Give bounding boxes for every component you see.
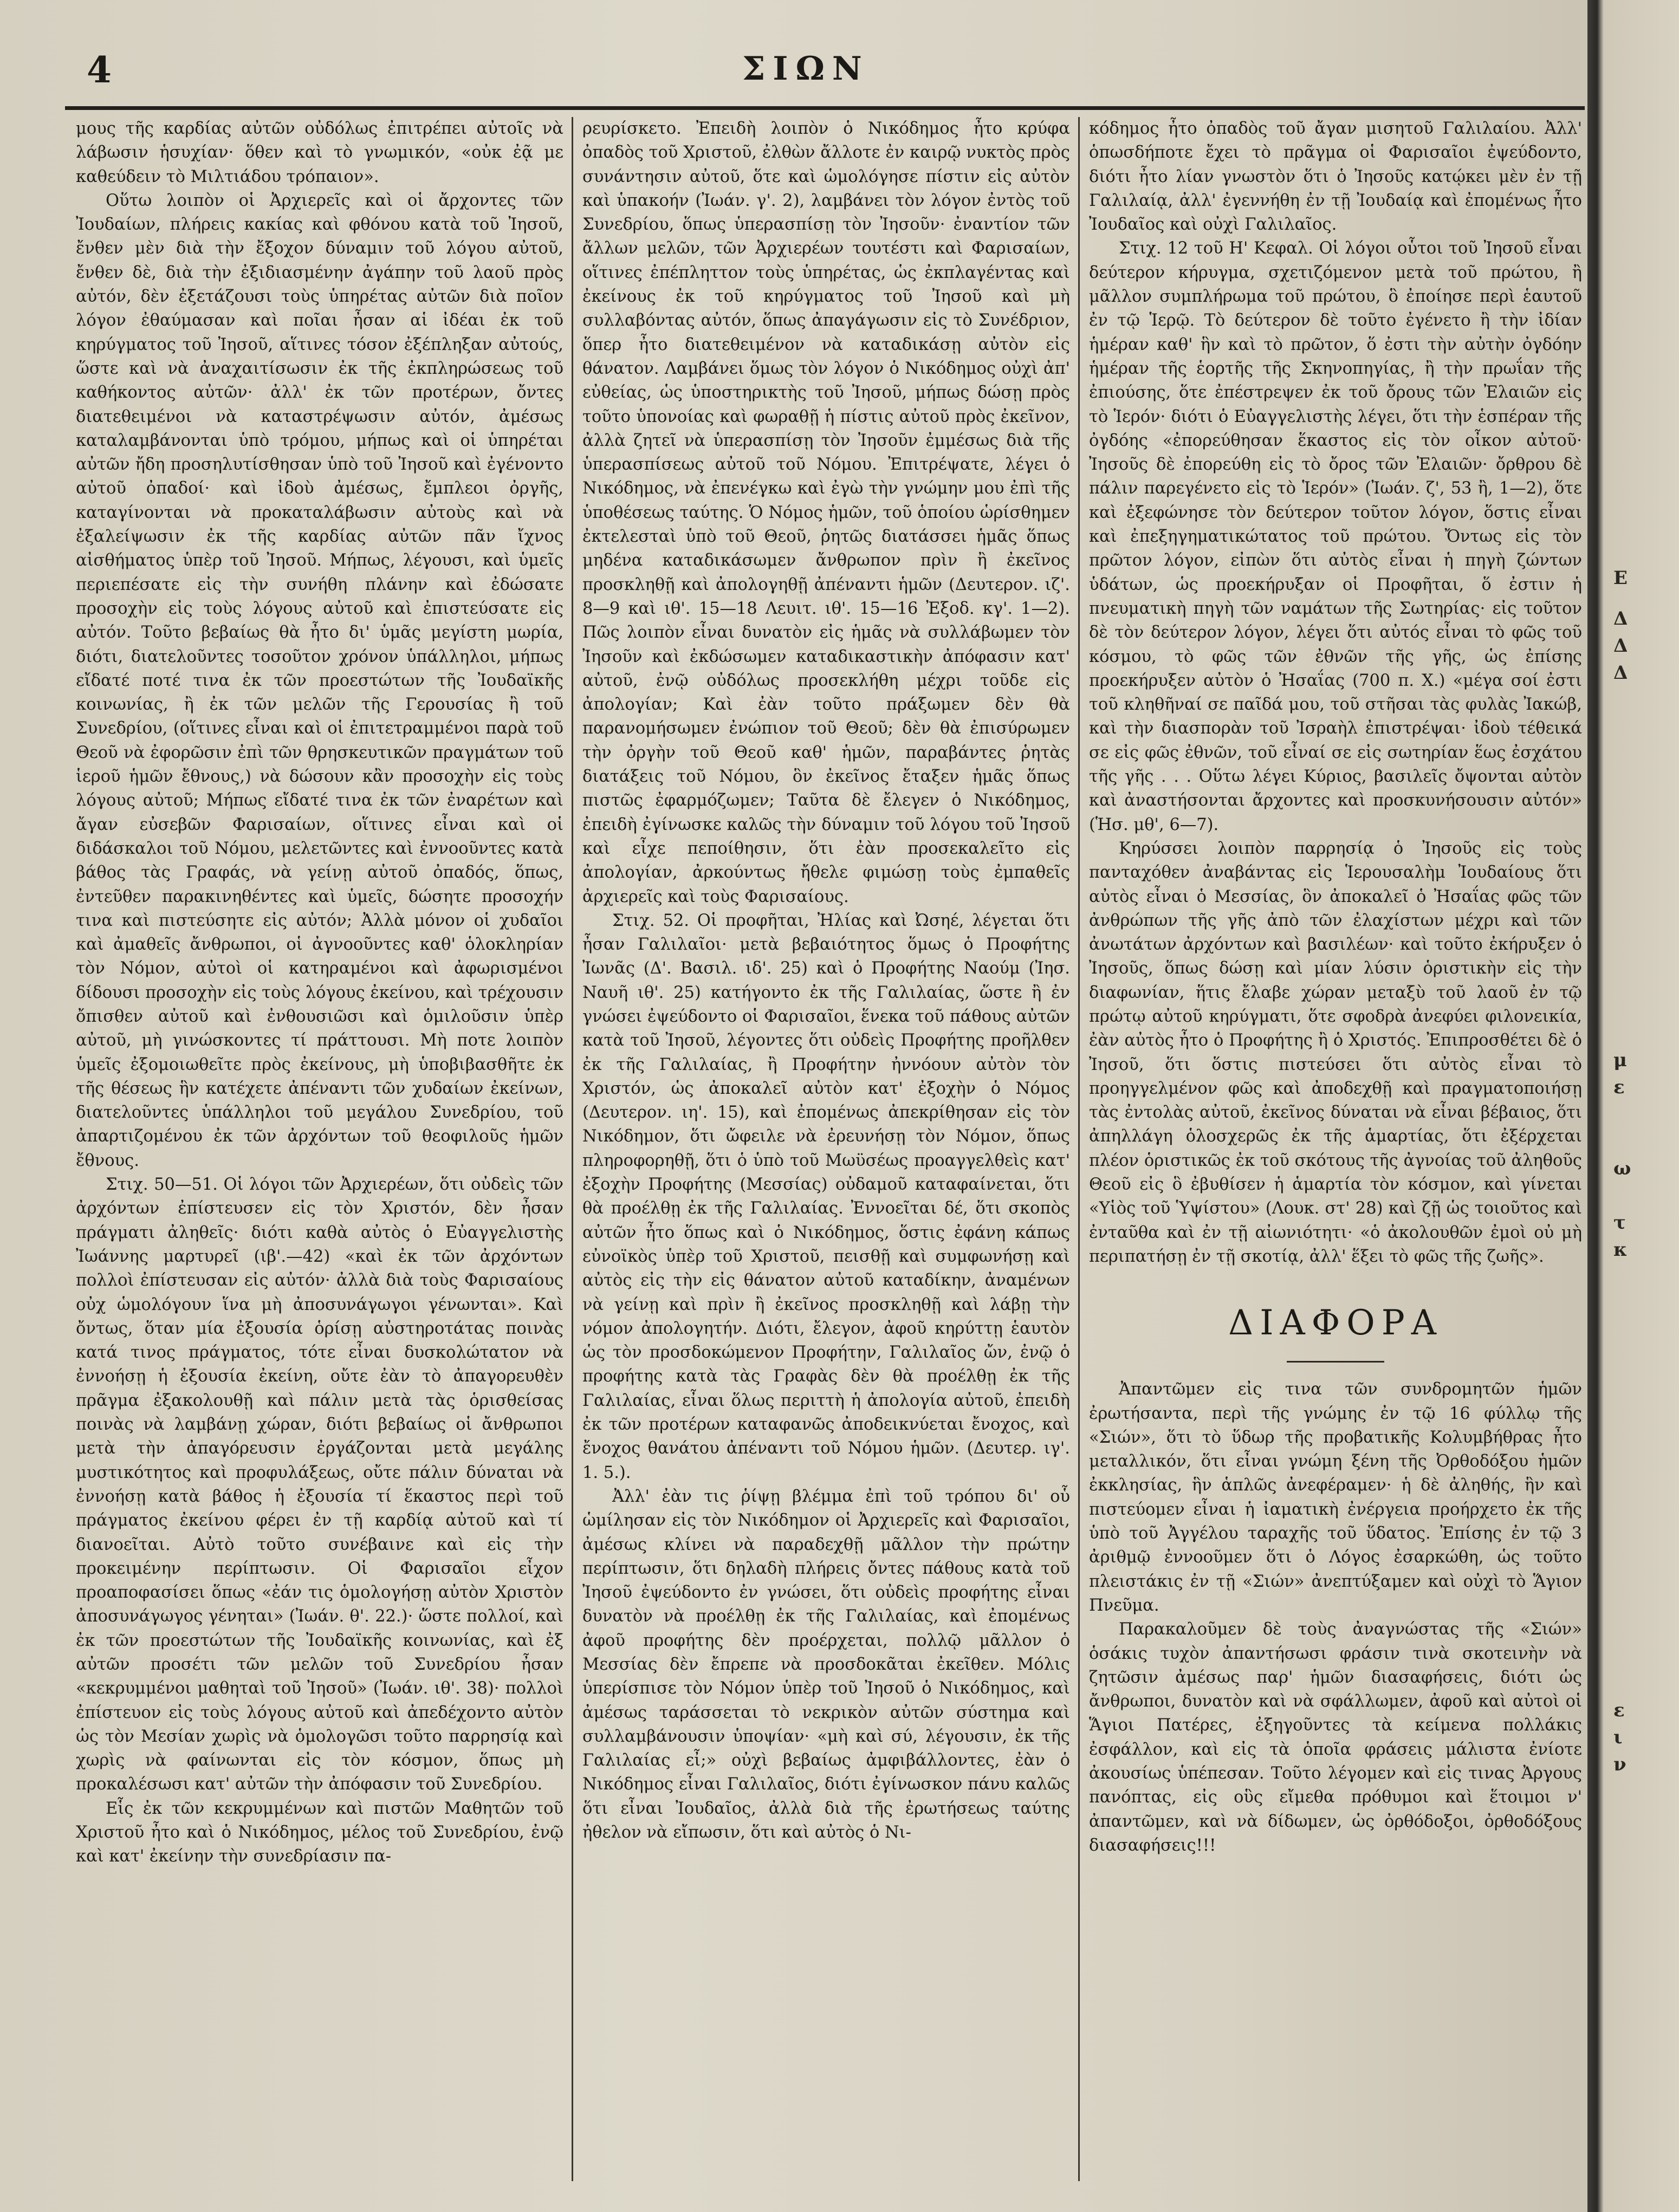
column-1: [76, 117, 563, 2181]
adjacent-fragment: κ: [1613, 1239, 1628, 1261]
paragraph: ρευρίσκετο. Ἐπειδὴ λοιπὸν ὁ Νικόδημος ἦτο κρύφα ὀπαδὸς τοῦ Χριστοῦ, ἐλθὼν ἄλλοτε ἐν καιρῷ νυκτὸς πρὸς συνάντησιν αὐτοῦ, ὅτε καὶ ὡμολόγησε πίστιν εἰς αὐτὸν καὶ ὑπακοήν (Ἰωάν. γ'. 2), λαμβάνει τὸν λόγον ἐντὸς τοῦ Συνεδρίου, ὅπως ὑπερασπίσῃ τὸν Ἰησοῦν· ἐναντίον τῶν ἄλλων μελῶν, τῶν Ἀρχιερέων τουτέστι καὶ Φαρισαίων, οἵτινες ἐπέπληττον τοὺς ὑπηρέτας, ὡς ἐκπλαγέντας καὶ ἐκείνους ἐκ τοῦ κηρύγματος τοῦ Ἰησοῦ καὶ μὴ συλλαβόντας αὐτόν, ὅπως ἀπαγάγωσιν εἰς τὸ Συνέδριον, ὅπερ ἦτο διατεθειμένον νὰ καταδικάσῃ αὐτὸν εἰς θάνατον. Λαμβάνει ὅμως τὸν λόγον ὁ Νικόδημος οὐχὶ ἀπ' εὐθείας, ὡς ὑποστηρικτὴς τοῦ Ἰησοῦ, μήπως δώσῃ πρὸς τοῦτο ὑπονοίας καὶ φωραθῇ ἡ πίστις αὐτοῦ πρὸς ἐκεῖνον, ἀλλὰ ζητεῖ νὰ ὑπερασπίσῃ τὸν Ἰησοῦν ἐμμέσως διὰ τῆς ὑπερασπίσεως αὐτοῦ τοῦ Νόμου. Ἐπιτρέψατε, λέγει ὁ Νικόδημος, νὰ ἐπενέγκω καὶ ἐγὼ τὴν γνώμην μου ἐπὶ τῆς ὑποθέσεως ταύτης. Ὁ Νόμος ἡμῶν, τοῦ ὁποίου ὡρίσθημεν ἐκτελεσταὶ ὑπὸ τοῦ Θεοῦ, ῥητῶς διατάσσει ἡμᾶς ὅπως μηδένα καταδικάσωμεν ἄνθρωπον πρὶν ἢ ἐκεῖνος προσκληθῇ καὶ ἀπολογηθῇ ἀπέναντι ἡμῶν (Δευτερον. ιζ'. 8—9 καὶ ιθ'. 15—18 Λευιτ. ιθ'. 15—16 Ἐξοδ. κγ'. 1—2). Πῶς λοιπὸν εἶναι δυνατὸν εἰς ἡμᾶς νὰ συλλάβωμεν τὸν Ἰησοῦν καὶ ἐκδώσωμεν καταδικαστικὴν ἀπόφασιν κατ' αὐτοῦ, ἐνῷ οὐδόλως προσεκλήθη μέχρι τοῦδε εἰς ἀπολογίαν; Καὶ ἐὰν τοῦτο πράξωμεν δὲν θὰ παρανομήσωμεν ἐνώπιον τοῦ Θεοῦ; δὲν θὰ ἐπισύρωμεν τὴν ὀργὴν τοῦ Θεοῦ καθ' ἡμῶν, παραβάντες ῥητὰς διατάξεις τοῦ Νόμου, ὃν ἐκεῖνος ἔταξεν ἡμᾶς ὅπως πιστῶς ἐφαρμόζωμεν; Ταῦτα δὲ ἔλεγεν ὁ Νικόδημος, ἐπειδὴ ἐγίνωσκε καλῶς τὴν δύναμιν τοῦ λόγου τοῦ Ἰησοῦ καὶ εἶχε πεποίθησιν, ὅτι ἐὰν προσεκαλεῖτο εἰς ἀπολογίαν, ἀρκούντως ἤθελε φιμώσῃ τοὺς ἐμπαθεῖς ἀρχιερεῖς καὶ τοὺς Φαρισαίους.: [582, 119, 1070, 906]
adjacent-fragment: ε: [1613, 1076, 1625, 1098]
paragraph: Ἀλλ' ἐὰν τις ῥίψῃ βλέμμα ἐπὶ τοῦ τρόπου δι' οὗ ὡμίλησαν εἰς τὸν Νικόδημον οἱ Ἀρχιερεῖς καὶ Φαρισαῖοι, ἀμέσως κλίνει νὰ παραδεχθῇ μᾶλλον τὴν πρώτην περίπτωσιν, ὅτι δηλαδὴ πλήρεις ὄντες πάθους κατὰ τοῦ Ἰησοῦ ἐψεύδοντο ἐν γνώσει, ὅτι οὐδεὶς προφήτης εἶναι δυνατὸν νὰ προέλθῃ ἐκ τῆς Γαλιλαίας, καὶ ἐπομένως ἀφοῦ προφήτης δὲν προέρχεται, πολλῷ μᾶλλον ὁ Μεσσίας δὲν ἔπρεπε νὰ προσδοκᾶται ἐκεῖθεν. Μόλις ὑπερίσπισε τὸν Νόμον ὑπὲρ τοῦ Ἰησοῦ ὁ Νικόδημος, καὶ ἀμέσως ταράσσεται τὸ νεκρικὸν αὐτῶν σύστημα καὶ συλλαμβάνουσιν ὑποψίαν· «μὴ καὶ σύ, λέγουσιν, ἐκ τῆς Γαλιλαίας εἶ;» οὐχὶ βεβαίως ἀμφιβάλλοντες, ἐὰν ὁ Νικόδημος εἶναι Γαλιλαῖος, διότι ἐγίνωσκον πάνυ καλῶς ὅτι εἶναι Ἰουδαῖος, ἀλλὰ διὰ τῆς ἐρωτήσεως ταύτης ἠθελον νὰ εἴπωσιν, ὅτι καὶ αὐτὸς ὁ Νι-: [582, 1487, 1070, 1843]
page-number: 4: [87, 49, 112, 91]
paragraph: μους τῆς καρδίας αὐτῶν οὐδόλως ἐπιτρέπει αὐτοῖς νὰ λάβωσιν ἡσυχίαν· ὅθεν καὶ τὸ γνωμικόν, «οὐκ ἐᾷ με καθεύδειν τὸ Μιλτιάδου τρόπαιον».: [76, 119, 563, 186]
section-rule: [1287, 1361, 1384, 1363]
paragraph: Στιχ. 50—51. Οἱ λόγοι τῶν Ἀρχιερέων, ὅτι οὐδεὶς τῶν ἀρχόντων ἐπίστευσεν εἰς τὸν Χριστόν, δὲν ἦσαν πράγματι ἀληθεῖς· διότι καθὰ αὐτὸς ὁ Εὐαγγελιστὴς Ἰωάννης μαρτυρεῖ (ιβ'.—42) «καὶ ἐκ τῶν ἀρχόντων πολλοὶ ἐπίστευσαν εἰς αὐτόν· ἀλλὰ διὰ τοὺς Φαρισαίους οὐχ ὡμολόγουν ἵνα μὴ ἀποσυνάγωγοι γένωνται». Καὶ ὄντως, ὅταν μία ἐξουσία ὁρίσῃ αὐστηροτάτας ποινὰς κατά τινος πράγματος, τότε εἶναι δυσκολώτατον νὰ ἐννοήσῃ ἡ ἐξουσία ἐκείνη, οὔτε ἐὰν τὸ ἀπαγορευθὲν πρᾶγμα ἐξακολουθῇ καὶ πάλιν μετὰ τὰς ὁρισθείσας ποινὰς νὰ λαμβάνῃ χώραν, διότι βεβαίως οἱ ἄνθρωποι μετὰ τὴν ἀπαγόρευσιν ἐργάζονται μετὰ μεγάλης μυστικότητος καὶ προφυλάξεως, οὔτε πάλιν δύναται νὰ ἐννοήσῃ κατὰ βάθος ἡ ἐξουσία τί ἕκαστος περὶ τοῦ πράγματος ἐκείνου φέρει ἐν τῇ καρδίᾳ αὐτοῦ καὶ τί διανοεῖται. Αὐτὸ τοῦτο συνέβαινε καὶ εἰς τὴν προκειμένην περίπτωσιν. Οἱ Φαρισαῖοι εἶχον προαποφασίσει ὅπως «ἐάν τις ὁμολογήσῃ αὐτὸν Χριστὸν ἀποσυνάγωγος γένηται» (Ἰωάν. θ'. 22.)· ὥστε πολλοί, καὶ ἐκ τῶν προεστώτων τῆς Ἰουδαϊκῆς κοινωνίας, καὶ ἐξ αὐτῶν προσέτι τῶν μελῶν τοῦ Συνεδρίου ἦσαν «κεκρυμμένοι μαθηταὶ τοῦ Ἰησοῦ» (Ἰωάν. ιθ'. 38)· πολλοὶ ἐπίστευον εἰς τοὺς λόγους αὐτοῦ καὶ ἀπεδέχοντο αὐτὸν ὡς τὸν Μεσίαν χωρὶς νὰ ὁμολογῶσι τοῦτο παρρησίᾳ καὶ χωρὶς νὰ φαίνωνται εἰς τὸν κόσμον, ὅπως μὴ προκαλέσωσι κατ' αὐτῶν τὴν ἀπόφασιν τοῦ Συνεδρίου.: [76, 1175, 563, 1794]
page-header: [70, 43, 1582, 108]
paragraph: Στιχ. 12 τοῦ Η' Κεφαλ. Οἱ λόγοι οὗτοι τοῦ Ἰησοῦ εἶναι δεύτερον κήρυγμα, σχετιζόμενον μετὰ τοῦ πρώτου, ἢ μᾶλλον συμπλήρωμα τοῦ πρώτου, ὃ ἐποίησε περὶ ἑαυτοῦ ἐν τῷ Ἱερῷ. Τὸ δεύτερον δὲ τοῦτο ἐγένετο ἢ τὴν ἰδίαν ἡμέραν καθ' ἣν καὶ τὸ πρῶτον, ὅ ἐστι τὴν αὐτὴν ὀγδόην ἡμέραν τῆς ἑορτῆς τῆς Σκηνοπηγίας, ἢ τὴν πρωΐαν τῆς ἐπιούσης, ὅτε ἐπέστρεψεν ἐκ τοῦ ὄρους τῶν Ἐλαιῶν εἰς τὸ Ἱερόν· διότι ὁ Εὐαγγελιστὴς λέγει, ὅτι τὴν ἑσπέραν τῆς ὀγδόης «ἐπορεύθησαν ἕκαστος εἰς τὸν οἶκον αὐτοῦ· Ἰησοῦς δὲ ἐπορεύθη εἰς τὸ ὄρος τῶν Ἐλαιῶν· ὄρθρου δὲ πάλιν παρεγένετο εἰς τὸ Ἱερόν» (Ἰωάν. ζ', 53 ἢ, 1—2), ὅτε καὶ ἐξεφώνησε τὸν δεύτερον τοῦτον λόγον, ὅστις εἶναι καὶ ἐπεξηγηματικώτατος τοῦ πρώτου. Ὄντως εἰς τὸν πρῶτον λόγον, εἰπὼν ὅτι αὐτὸς εἶναι ἡ πηγὴ ζώντων ὑδάτων, ὡς προεκήρυξαν οἱ Προφῆται, ὅ ἐστιν ἡ πνευματικὴ πηγὴ τῶν ναμάτων τῆς Σωτηρίας· εἰς τοῦτον δὲ τὸν δεύτερον λόγον, λέγει ὅτι αὐτός εἶναι τὸ φῶς τοῦ κόσμου, τὸ φῶς τῶν ἐθνῶν τῆς γῆς, ὡς ἐπίσης προεκήρυξεν αὐτὸν ὁ Ἠσαΐας (700 π. Χ.) «μέγα σοί ἐστι τοῦ κληθῆναί σε παῖδά μου, τοῦ στῆσαι τὰς φυλὰς Ἰακώβ, καὶ τὴν διασπορὰν τοῦ Ἰσραὴλ ἐπιστρέψαι· ἰδοὺ τέθεικά σε εἰς φῶς ἐθνῶν, τοῦ εἶναί σε εἰς σωτηρίαν ἕως ἐσχάτου τῆς γῆς . . . Οὕτω λέγει Κύριος, βασιλεῖς ὄψονται αὐτὸν καὶ ἀναστήσονται ἄρχοντες καὶ προσκυνήσουσιν αὐτόν» (Ἡσ. μθ', 6—7).: [1089, 239, 1582, 834]
paragraph: Ἀπαντῶμεν εἰς τινα τῶν συνδρομητῶν ἡμῶν ἐρωτήσαντα, περὶ τῆς γνώμης ἐν τῷ 16 φύλλῳ τῆς «Σιών», ὅτι τὸ ὕδωρ τῆς προβατικῆς Κολυμβήθρας ἦτο μεταλλικόν, ὅτι εἶναι γνώμη ξένη τῆς Ὀρθοδόξου ἡμῶν ἐκκλησίας, ἣν ἁπλῶς ἀνεφέραμεν· ἡ δὲ ἀληθής, ἣν καὶ πιστεύομεν εἶναι ἡ ἰαματικὴ ἐνέργεια προήρχετο ἐκ τῆς ὑπὸ τοῦ Ἀγγέλου ταραχῆς τοῦ ὕδατος. Ἐπίσης ἐν τῷ 3 ἀριθμῷ ἐννοοῦμεν ὅτι ὁ Λόγος ἐσαρκώθη, ὡς τοῦτο πλειστάκις ἐν τῇ «Σιών» ἀνεπτύξαμεν καὶ οὐχὶ τὸ Ἅγιον Πνεῦμα.: [1089, 1380, 1582, 1615]
paragraph: Οὕτω λοιπὸν οἱ Ἀρχιερεῖς καὶ οἱ ἄρχοντες τῶν Ἰουδαίων, πλήρεις κακίας καὶ φθόνου κατὰ τοῦ Ἰησοῦ, ἔνθεν μὲν διὰ τὴν ἔξοχον δύναμιν τοῦ λόγου αὐτοῦ, ἔνθεν δὲ, διὰ τὴν ἐξιδιασμένην ἀγάπην τοῦ λαοῦ πρὸς αὐτόν, δὲν ἐξετάζουσι τοὺς ὑπηρέτας αὐτῶν διὰ ποῖον λόγον ἐθαύμασαν καὶ ποῖαι ἦσαν αἱ ἰδέαι ἐκ τοῦ κηρύγματος τοῦ Ἰησοῦ, αἵτινες τόσον ἐξέπληξαν αὐτούς, ὥστε καὶ νὰ ἀναχαιτίσωσιν ἐκ τῆς ἐκπληρώσεως τοῦ καθήκοντος αὐτῶν· ἀλλ' ἐκ τῶν προτέρων, ὄντες διατεθειμένοι νὰ καταστρέψωσιν αὐτόν, ἀμέσως καταλαμβάνονται ὑπὸ τρόμου, μήπως καὶ οἱ ὑπηρέται αὐτῶν ἤδη προσηλυτίσθησαν ὑπὸ τοῦ Ἰησοῦ καὶ ἐγένοντο αὐτοῦ ὀπαδοί· καὶ ἰδοὺ ἀμέσως, ἔμπλεοι ὀργῆς, καταγίνονται νὰ προκαταλάβωσιν αὐτοὺς καὶ νὰ ἐξαλείψωσιν ἐκ τῆς καρδίας αὐτῶν πᾶν ἴχνος αἰσθήματος ὑπὲρ τοῦ Ἰησοῦ. Μήπως, λέγουσι, καὶ ὑμεῖς περιεπέσατε εἰς τὴν συνήθη πλάνην καὶ ἐδώσατε προσοχὴν εἰς τοὺς λόγους αὐτοῦ καὶ ἐπιστεύσατε εἰς αὐτόν. Τοῦτο βεβαίως θὰ ἦτο δι' ὑμᾶς μεγίστη μωρία, διότι, διατελοῦντες τοσοῦτον χρόνον ὑπάλληλοι, μήπως εἴδατέ ποτέ τινα ἐκ τῶν προεστώτων τῆς Ἰουδαϊκῆς κοινωνίας, ἢ ἐκ τῶν μελῶν τῆς Γερουσίας ἢ τοῦ Συνεδρίου, (οἵτινες εἶναι καὶ οἱ ἐπιτετραμμένοι παρὰ τοῦ Θεοῦ νὰ ἐφορῶσιν ἐπὶ τῶν θρησκευτικῶν πραγμάτων τοῦ ἱεροῦ ἡμῶν ἔθνους,) νὰ δώσουν κἂν προσοχὴν εἰς τοὺς λόγους αὐτοῦ; Μήπως εἴδατέ τινα ἐκ τῶν ἐναρέτων καὶ ἄγαν εὐσεβῶν Φαρισαίων, οἵτινες εἶναι καὶ οἱ διδάσκαλοι τοῦ Νόμου, μελετῶντες καὶ ἐννοοῦντες κατὰ βάθος τὰς Γραφάς, νὰ γείνῃ αὐτοῦ ὀπαδός, ὅπως, ἐντεῦθεν παρακινηθέντες καὶ ὑμεῖς, δώσητε προσοχήν τινα καὶ πιστεύσητε εἰς αὐτόν; Ἀλλὰ μόνον οἱ χυδαῖοι καὶ ἀμαθεῖς ἄνθρωποι, οἱ ἀγνοοῦντες καθ' ὁλοκληρίαν τὸν Νόμον, αὐτοὶ οἱ κατηραμένοι καὶ ἀφωρισμένοι δίδουσι προσοχὴν εἰς τοὺς λόγους ἐκείνου, καὶ τρέχουσιν ὄπισθεν αὐτοῦ καὶ ἐνθουσιῶσι καὶ ὁμιλοῦσιν ὑπὲρ αὐτοῦ, μὴ γινώσκοντες τί πράττουσι. Μὴ ποτε λοιπὸν ὑμεῖς ἐξομοιωθεῖτε πρὸς ἐκείνους, μὴ ὑποβιβασθῆτε ἐκ τῆς θέσεως ἣν κατέχετε ἀπέναντι τῶν χυδαίων ἐκείνων, διατελοῦντες ὑπάλληλοι τοῦ μεγάλου Συνεδρίου, τοῦ ἀπαρτιζομένου ἐκ τῶν ἀρχόντων τοῦ θεοφιλοῦς ἡμῶν ἔθνους.: [76, 191, 563, 1170]
column-divider: [1078, 117, 1080, 2181]
adjacent-fragment: μ: [1613, 1049, 1627, 1071]
paragraph: Παρακαλοῦμεν δὲ τοὺς ἀναγνώστας τῆς «Σιών» ὁσάκις τυχὸν ἀπαντήσωσι φράσιν τινὰ σκοτεινὴν νὰ ζητῶσιν ἀμέσως παρ' ἡμῶν διασαφήσεις, διότι ὡς ἄνθρωποι, δυνατὸν καὶ νὰ σφάλλωμεν, ἀφοῦ καὶ αὐτοὶ οἱ Ἅγιοι Πατέρες, ἐξηγοῦντες τὰ κείμενα πολλάκις ἐσφάλλον, καὶ εἰς τὰ ὁποῖα φράσεις μάλιστα ἐνίοτε ἀκουσίως ὑπέπεσαν. Τοῦτο λέγομεν καὶ εἰς τινας Ἀργους πανόπτας, εἰς οὓς εἴμεθα πρόθυμοι καὶ ἕτοιμοι ν' ἀπαντῶμεν, καὶ νὰ δίδωμεν, ὡς ὀρθόδοξοι, ὀρθοδόξους διασαφήσεις!!!: [1089, 1620, 1582, 1855]
adjacent-fragment: ω: [1613, 1158, 1631, 1179]
masthead-title: ΣΙΩΝ: [742, 50, 870, 88]
adjacent-page-edge: [1587, 0, 1679, 2212]
adjacent-fragment: τ: [1613, 1212, 1626, 1234]
adjacent-fragment: ν: [1613, 1754, 1626, 1775]
section-title: ΔΙΑΦΟΡΑ: [1228, 1303, 1443, 1344]
paragraph: Κηρύσσει λοιπὸν παρρησίᾳ ὁ Ἰησοῦς εἰς τοὺς πανταχόθεν ἀναβάντας εἰς Ἱερουσαλὴμ Ἰουδαίους ὅτι αὐτὸς εἶναι ὁ Μεσσίας, ὃν ἀποκαλεῖ ὁ Ἠσαΐας φῶς τῶν ἀνθρώπων τῆς γῆς ἀπὸ τῶν ἐλαχίστων μέχρι καὶ τῶν ἀνωτάτων ἀρχόντων καὶ βασιλέων· καὶ τοῦτο ἐκήρυξεν ὁ Ἰησοῦς, ὅπως δώσῃ καὶ μίαν λύσιν ὁριστικὴν εἰς τὴν διαφωνίαν, ἥτις ἔλαβε χώραν μεταξὺ τοῦ λαοῦ ἐν τῷ πρώτῳ αὐτοῦ κηρύγματι, ὅτε σφοδρὰ ἀνεφύει φιλονεικία, ἐὰν αὐτὸς ἦτο ὁ Προφήτης ἢ ὁ Χριστός. Ἐπιπροσθέτει δὲ ὁ Ἰησοῦ, ὅτι ὅστις πιστεύσει ὅτι αὐτὸς εἶναι τὸ προηγγελμένον φῶς καὶ ἀποδεχθῇ καὶ πραγματοποιήσῃ τὰς ἐντολὰς αὐτοῦ, ἐκεῖνος δύναται νὰ εἶναι βέβαιος, ὅτι ἀπηλλάγη ὁλοσχερῶς ἐκ τῆς ἁμαρτίας, ὅτι ἐξέρχεται πλέον ὁριστικῶς ἐκ τοῦ σκότους τῆς ἀγνοίας τοῦ ἀληθοῦς Θεοῦ εἰς ὃ ἐβυθίσεν ἡ ἁμαρτία τὸν κόσμον, καὶ γίνεται «Υἱὸς τοῦ Ὑψίστου» (Λουκ. στ' 28) καὶ ζῇ ὡς τοιοῦτος καὶ ἐνταῦθα καὶ ἐν τῇ αἰωνιότητι· «ὁ ἀκολουθῶν ἐμοὶ οὐ μὴ περιπατήσῃ ἐν τῇ σκοτίᾳ, ἀλλ' ἕξει τὸ φῶς τῆς ζωῆς».: [1089, 839, 1582, 1266]
header-rule: [65, 106, 1585, 110]
adjacent-fragment: Δ: [1613, 608, 1628, 630]
adjacent-fragment: Ε: [1613, 567, 1628, 589]
adjacent-fragment: Δ: [1613, 635, 1628, 657]
adjacent-fragment: ε: [1613, 1699, 1625, 1721]
paragraph: Στιχ. 52. Οἱ προφῆται, Ἠλίας καὶ Ὠσηέ, λέγεται ὅτι ἦσαν Γαλιλαῖοι· μετὰ βεβαιότητος ὅμως ὁ Προφήτης Ἰωνᾶς (Δ'. Βασιλ. ιδ'. 25) καὶ ὁ Προφήτης Ναούμ (Ἰησ. Ναυῆ ιθ'. 25) κατήγοντο ἐκ τῆς Γαλιλαίας, ὥστε ἢ ἐν γνώσει ἐψεύδοντο οἱ Φαρισαῖοι, ἕνεκα τοῦ πάθους αὐτῶν κατὰ τοῦ Ἰησοῦ, λέγοντες ὅτι οὐδεὶς Προφήτης προῆλθεν ἐκ τῆς Γαλιλαίας, ἢ Προφήτην ἠννόουν αὐτὸν τὸν Χριστόν, ὡς ἀποκαλεῖ αὐτὸν κατ' ἐξοχὴν ὁ Νόμος (Δευτερον. ιη'. 15), καὶ ἐπομένως ἀπεκρίθησαν εἰς τὸν Νικόδημον, ὅτι ὤφειλε νὰ ἐρευνήσῃ τὸν Νόμον, ὅπως πληροφορηθῇ, ὅτι ὁ ὑπὸ τοῦ Μωϋσέως προαγγελθεὶς κατ' ἐξοχὴν Προφήτης (Μεσσίας) οὐδαμοῦ καταφαίνεται, ὅτι θὰ προέλθῃ ἐκ τῆς Γαλιλαίας. Ἐννοεῖται δέ, ὅτι σκοπὸς αὐτῶν ἦτο ὅπως καὶ ὁ Νικόδημος, ὅστις ἐφάνη κάπως εὐνοϊκὸς ὑπὲρ τοῦ Χριστοῦ, πεισθῇ καὶ συμφωνήσῃ καὶ αὐτὸς εἰς τὴν εἰς θάνατον αὐτοῦ καταδίκην, ἀναμένων νὰ γείνῃ καὶ πρὶν ἢ ἐκεῖνος προσκληθῇ καὶ λάβῃ τὴν νόμον ἀπολογητήν. Διότι, ἔλεγον, ἀφοῦ κηρύττῃ ἑαυτὸν ὡς τὸν προσδοκώμενον Προφήτην, Γαλιλαῖος ὤν, ἐνῷ ὁ προφήτης κατὰ τὰς Γραφὰς δὲν θὰ προέλθῃ ἐκ τῆς Γαλιλαίας, εἶναι ὅλως περιττὴ ἡ ἀπολογία αὐτοῦ, ἐπειδὴ ἐκ τῶν προτέρων καταφανῶς ἀποδεικνύεται ἔνοχος, καὶ ἔνοχος θανάτου ἀπέναντι τοῦ Νόμου ἡμῶν. (Δευτερ. ιγ'. 1. 5.).: [582, 911, 1070, 1482]
column-2: [582, 117, 1070, 2181]
column-3: [1089, 117, 1582, 2181]
adjacent-fragment: ι: [1613, 1727, 1623, 1748]
paragraph: κόδημος ἦτο ὀπαδὸς τοῦ ἄγαν μισητοῦ Γαλιλαίου. Ἀλλ' ὁπωσδήποτε ἔχει τὸ πρᾶγμα οἱ Φαρισαῖοι ἐψεύδοντο, διότι ἦτο λίαν γνωστὸν ὅτι ὁ Ἰησοῦς κατῴκει μὲν ἐν τῇ Γαλιλαίᾳ, ἀλλ' ἐγεννήθη ἐν τῇ Ἰουδαίᾳ καὶ ἐπομένως ἦτο Ἰουδαῖος καὶ οὐχὶ Γαλιλαῖος.: [1089, 119, 1582, 235]
column-divider: [572, 117, 573, 2181]
adjacent-fragment: Δ: [1613, 662, 1628, 684]
paragraph: Εἷς ἐκ τῶν κεκρυμμένων καὶ πιστῶν Μαθητῶν τοῦ Χριστοῦ ἦτο καὶ ὁ Νικόδημος, μέλος τοῦ Συνεδρίου, ἐνῷ καὶ κατ' ἐκείνην τὴν συνεδρίασιν πα-: [76, 1799, 563, 1866]
